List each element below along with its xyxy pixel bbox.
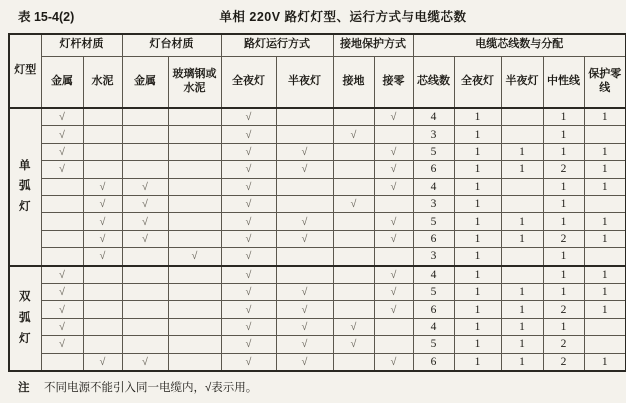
check-cell: √	[221, 283, 276, 300]
table-row	[9, 161, 626, 178]
empty-cell	[374, 195, 413, 212]
value-cell: 1	[501, 353, 543, 371]
value-cell: 1	[454, 213, 501, 230]
group-header-4: 电缆芯线数与分配	[413, 34, 626, 56]
check-cell: √	[83, 178, 122, 195]
column-header-4: 全夜灯	[221, 56, 276, 108]
check-cell: √	[221, 195, 276, 212]
check-cell: √	[122, 353, 168, 371]
empty-cell	[41, 213, 83, 230]
check-cell: √	[41, 301, 83, 318]
check-cell: √	[221, 248, 276, 266]
empty-cell	[374, 318, 413, 335]
check-cell: √	[276, 318, 333, 335]
table-row	[9, 353, 626, 371]
empty-cell	[83, 301, 122, 318]
empty-cell	[333, 283, 374, 300]
check-cell: √	[276, 283, 333, 300]
value-cell: 1	[454, 301, 501, 318]
table-row	[9, 318, 626, 335]
check-cell: √	[221, 161, 276, 178]
value-cell: 1	[543, 143, 584, 160]
value-cell: 1	[584, 353, 626, 371]
check-cell: √	[374, 108, 413, 126]
empty-cell	[168, 283, 221, 300]
value-cell: 1	[501, 283, 543, 300]
table-body	[9, 108, 626, 371]
empty-cell	[168, 318, 221, 335]
empty-cell	[122, 126, 168, 143]
value-cell: 1	[543, 108, 584, 126]
empty-cell	[41, 248, 83, 266]
empty-cell	[41, 195, 83, 212]
table-row	[9, 108, 626, 126]
value-cell: 1	[543, 283, 584, 300]
value-cell: 1	[584, 230, 626, 247]
page-title: 单相 220V 路灯灯型、运行方式与电缆芯数	[219, 10, 467, 24]
column-header-6: 接地	[333, 56, 374, 108]
value-cell: 1	[454, 126, 501, 143]
value-cell: 1	[543, 213, 584, 230]
check-cell: √	[221, 213, 276, 230]
check-cell: √	[41, 318, 83, 335]
check-cell: √	[122, 213, 168, 230]
empty-cell	[41, 230, 83, 247]
check-cell: √	[374, 283, 413, 300]
empty-cell	[276, 178, 333, 195]
check-cell: √	[374, 353, 413, 371]
empty-cell	[584, 318, 626, 335]
section-label-0: 单弧灯	[9, 108, 41, 266]
value-cell: 1	[584, 301, 626, 318]
value-cell: 6	[413, 161, 454, 178]
value-cell: 1	[454, 336, 501, 353]
check-cell: √	[276, 213, 333, 230]
empty-cell	[333, 266, 374, 284]
check-cell: √	[41, 108, 83, 126]
check-cell: √	[122, 178, 168, 195]
value-cell: 1	[454, 266, 501, 284]
check-cell: √	[221, 143, 276, 160]
check-cell: √	[276, 336, 333, 353]
empty-cell	[122, 301, 168, 318]
column-header-1: 水泥	[83, 56, 122, 108]
value-cell: 4	[413, 108, 454, 126]
empty-cell	[122, 336, 168, 353]
table-row	[9, 143, 626, 160]
empty-cell	[333, 353, 374, 371]
group-header-2: 路灯运行方式	[221, 34, 333, 56]
empty-cell	[83, 143, 122, 160]
empty-cell	[168, 336, 221, 353]
empty-cell	[83, 318, 122, 335]
value-cell: 1	[584, 108, 626, 126]
table-row	[9, 230, 626, 247]
empty-cell	[333, 143, 374, 160]
check-cell: √	[221, 266, 276, 284]
value-cell: 1	[584, 178, 626, 195]
check-cell: √	[83, 248, 122, 266]
empty-cell	[168, 195, 221, 212]
empty-cell	[584, 126, 626, 143]
check-cell: √	[221, 301, 276, 318]
column-header-2: 金属	[122, 56, 168, 108]
footnote-label: 注	[18, 382, 30, 394]
value-cell: 1	[543, 266, 584, 284]
check-cell: √	[122, 195, 168, 212]
value-cell: 2	[543, 161, 584, 178]
footnote-text: 不同电源不能引入同一电缆内，√表示用。	[44, 382, 258, 394]
empty-cell	[584, 336, 626, 353]
check-cell: √	[41, 161, 83, 178]
table-row	[9, 301, 626, 318]
value-cell: 1	[501, 301, 543, 318]
check-cell: √	[83, 230, 122, 247]
empty-cell	[168, 266, 221, 284]
empty-cell	[501, 126, 543, 143]
value-cell: 6	[413, 230, 454, 247]
column-header-11: 中性线	[543, 56, 584, 108]
group-header-1: 灯台材质	[122, 34, 221, 56]
value-cell: 3	[413, 195, 454, 212]
value-cell: 1	[501, 143, 543, 160]
value-cell: 2	[543, 230, 584, 247]
check-cell: √	[374, 161, 413, 178]
value-cell: 1	[454, 353, 501, 371]
empty-cell	[122, 318, 168, 335]
empty-cell	[276, 126, 333, 143]
empty-cell	[374, 248, 413, 266]
empty-cell	[333, 248, 374, 266]
empty-cell	[83, 126, 122, 143]
table-row	[9, 266, 626, 284]
check-cell: √	[221, 353, 276, 371]
empty-cell	[501, 266, 543, 284]
empty-cell	[83, 108, 122, 126]
check-cell: √	[276, 161, 333, 178]
empty-cell	[83, 161, 122, 178]
check-cell: √	[374, 230, 413, 247]
title-row	[0, 7, 626, 27]
table-row	[9, 283, 626, 300]
value-cell: 2	[543, 353, 584, 371]
value-cell: 2	[543, 301, 584, 318]
empty-cell	[168, 126, 221, 143]
check-cell: √	[276, 301, 333, 318]
group-header-0: 灯杆材质	[41, 34, 122, 56]
column-header-12: 保护零线	[584, 56, 626, 108]
check-cell: √	[374, 266, 413, 284]
check-cell: √	[41, 266, 83, 284]
value-cell: 4	[413, 266, 454, 284]
empty-cell	[333, 213, 374, 230]
check-cell: √	[276, 143, 333, 160]
value-cell: 1	[454, 318, 501, 335]
empty-cell	[41, 353, 83, 371]
empty-cell	[83, 336, 122, 353]
value-cell: 1	[454, 248, 501, 266]
empty-cell	[168, 178, 221, 195]
empty-cell	[276, 248, 333, 266]
value-cell: 1	[454, 195, 501, 212]
value-cell: 1	[543, 178, 584, 195]
check-cell: √	[41, 336, 83, 353]
value-cell: 3	[413, 126, 454, 143]
check-cell: √	[83, 195, 122, 212]
value-cell: 1	[543, 318, 584, 335]
empty-cell	[374, 126, 413, 143]
check-cell: √	[221, 336, 276, 353]
value-cell: 1	[454, 178, 501, 195]
value-cell: 1	[584, 161, 626, 178]
table-row	[9, 178, 626, 195]
check-cell: √	[333, 318, 374, 335]
check-cell: √	[221, 126, 276, 143]
empty-cell	[122, 108, 168, 126]
group-header-3: 接地保护方式	[333, 34, 413, 56]
check-cell: √	[41, 283, 83, 300]
value-cell: 6	[413, 353, 454, 371]
section-label-1: 双弧灯	[9, 266, 41, 371]
empty-cell	[122, 161, 168, 178]
empty-cell	[333, 108, 374, 126]
check-cell: √	[41, 126, 83, 143]
empty-cell	[168, 213, 221, 230]
empty-cell	[276, 108, 333, 126]
empty-cell	[276, 195, 333, 212]
value-cell: 1	[454, 143, 501, 160]
value-cell: 1	[501, 213, 543, 230]
empty-cell	[168, 301, 221, 318]
value-cell: 5	[413, 336, 454, 353]
empty-cell	[122, 143, 168, 160]
value-cell: 1	[584, 266, 626, 284]
check-cell: √	[221, 178, 276, 195]
check-cell: √	[276, 353, 333, 371]
empty-cell	[501, 108, 543, 126]
value-cell: 5	[413, 283, 454, 300]
check-cell: √	[83, 353, 122, 371]
empty-cell	[168, 353, 221, 371]
column-header-5: 半夜灯	[276, 56, 333, 108]
empty-cell	[276, 266, 333, 284]
empty-cell	[501, 248, 543, 266]
check-cell: √	[168, 248, 221, 266]
empty-cell	[333, 301, 374, 318]
empty-cell	[333, 230, 374, 247]
column-header-0: 金属	[41, 56, 83, 108]
corner-header-lamp-type: 灯型	[9, 34, 41, 108]
column-header-9: 全夜灯	[454, 56, 501, 108]
column-header-10: 半夜灯	[501, 56, 543, 108]
empty-cell	[501, 178, 543, 195]
value-cell: 1	[584, 283, 626, 300]
empty-cell	[122, 266, 168, 284]
empty-cell	[584, 195, 626, 212]
check-cell: √	[374, 301, 413, 318]
check-cell: √	[221, 230, 276, 247]
check-cell: √	[374, 213, 413, 230]
check-cell: √	[333, 336, 374, 353]
table-row	[9, 126, 626, 143]
value-cell: 1	[543, 126, 584, 143]
value-cell: 5	[413, 143, 454, 160]
empty-cell	[168, 230, 221, 247]
check-cell: √	[41, 143, 83, 160]
check-cell: √	[374, 143, 413, 160]
empty-cell	[333, 178, 374, 195]
value-cell: 4	[413, 178, 454, 195]
value-cell: 1	[501, 230, 543, 247]
empty-cell	[584, 248, 626, 266]
table-header	[9, 34, 626, 108]
table-row	[9, 248, 626, 266]
empty-cell	[122, 283, 168, 300]
value-cell: 1	[501, 318, 543, 335]
value-cell: 1	[454, 108, 501, 126]
value-cell: 4	[413, 318, 454, 335]
empty-cell	[122, 248, 168, 266]
column-header-8: 芯线数	[413, 56, 454, 108]
table-row	[9, 213, 626, 230]
empty-cell	[168, 161, 221, 178]
table-row	[9, 336, 626, 353]
value-cell: 1	[501, 336, 543, 353]
empty-cell	[83, 266, 122, 284]
lamp-cable-table	[8, 33, 626, 372]
value-cell: 1	[584, 213, 626, 230]
table-row	[9, 195, 626, 212]
value-cell: 1	[543, 248, 584, 266]
check-cell: √	[333, 195, 374, 212]
empty-cell	[83, 283, 122, 300]
value-cell: 1	[543, 195, 584, 212]
empty-cell	[333, 161, 374, 178]
check-cell: √	[122, 230, 168, 247]
column-header-3: 玻璃钢或水泥	[168, 56, 221, 108]
value-cell: 1	[501, 161, 543, 178]
check-cell: √	[333, 126, 374, 143]
value-cell: 6	[413, 301, 454, 318]
value-cell: 1	[454, 230, 501, 247]
check-cell: √	[221, 318, 276, 335]
value-cell: 1	[584, 143, 626, 160]
empty-cell	[168, 143, 221, 160]
column-header-7: 接零	[374, 56, 413, 108]
empty-cell	[168, 108, 221, 126]
value-cell: 1	[454, 283, 501, 300]
empty-cell	[374, 336, 413, 353]
check-cell: √	[374, 178, 413, 195]
check-cell: √	[276, 230, 333, 247]
value-cell: 5	[413, 213, 454, 230]
empty-cell	[41, 178, 83, 195]
empty-cell	[501, 195, 543, 212]
check-cell: √	[221, 108, 276, 126]
value-cell: 2	[543, 336, 584, 353]
check-cell: √	[83, 213, 122, 230]
value-cell: 1	[454, 161, 501, 178]
table-number: 表 15-4(2)	[18, 10, 75, 24]
value-cell: 3	[413, 248, 454, 266]
